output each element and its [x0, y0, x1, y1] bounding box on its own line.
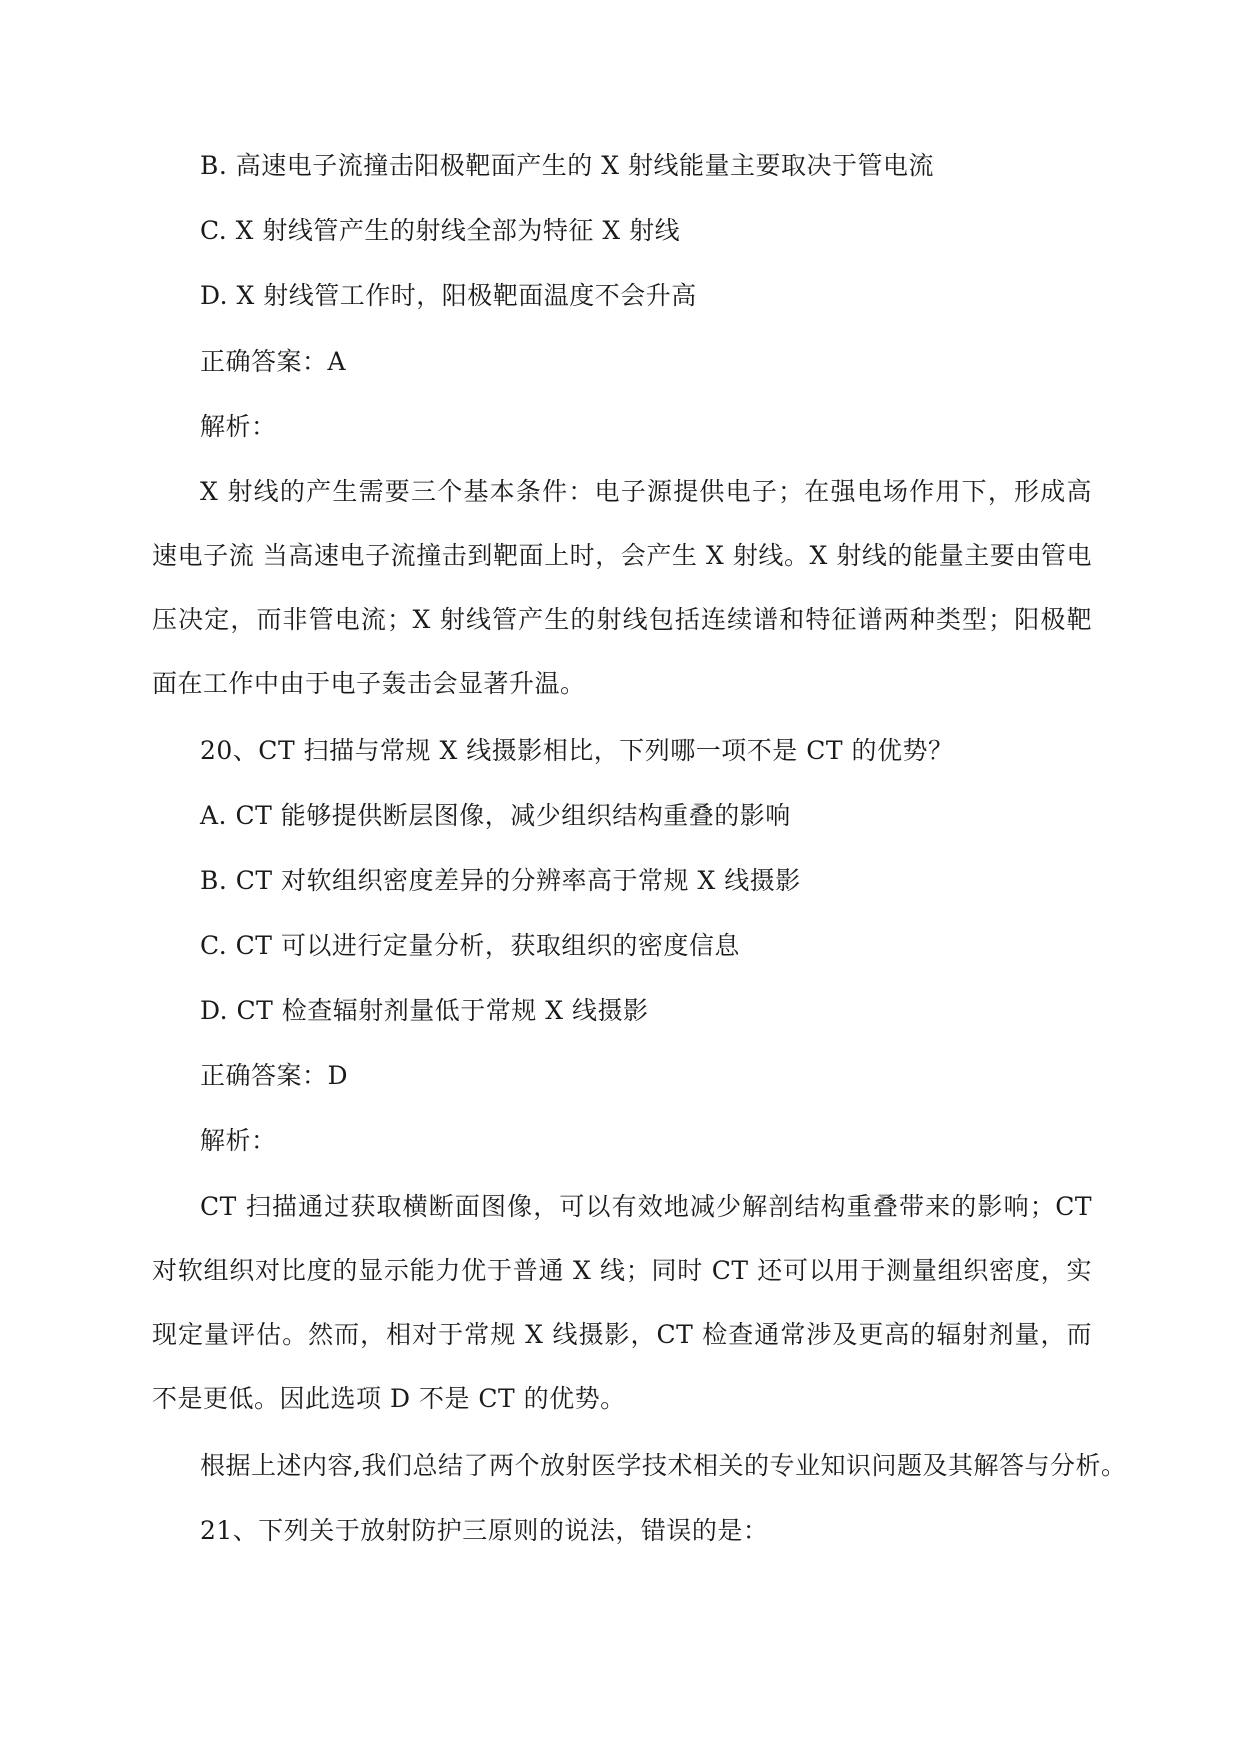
q20-option-d: D. CT 检查辐射剂量低于常规 X 线摄影 [200, 996, 649, 1025]
summary-text: 根据上述内容,我们总结了两个放射医学技术相关的专业知识问题及其解答与分析。 [200, 1451, 1127, 1480]
q20-option-c: C. CT 可以进行定量分析，获取组织的密度信息 [200, 931, 740, 960]
q19-option-c: C. X 射线管产生的射线全部为特征 X 射线 [200, 216, 681, 245]
q20-analysis-label: 解析： [200, 1126, 277, 1155]
q19-answer: 正确答案：A [200, 347, 347, 376]
q21-question: 21、下列关于放射防护三原则的说法，错误的是： [200, 1516, 769, 1545]
q20-question: 20、CT 扫描与常规 X 线摄影相比，下列哪一项不是 CT 的优势？ [200, 736, 954, 765]
q19-option-b: B. 高速电子流撞击阳极靶面产生的 X 射线能量主要取决于管电流 [200, 151, 934, 180]
q20-analysis: CT 扫描通过获取横断面图像，可以有效地减少解剖结构重叠带来的影响；CT 对软组织对比度的显示能力优于普通 X 线；同时 CT 还可以用于测量组织密度，实现定量评估。然而，相对于常规 X 线摄影，CT 检查通常涉及更高的辐射剂量，而不是更低。因此选项 D 不是 CT 的优势。 [152, 1192, 1092, 1413]
q19-option-d: D. X 射线管工作时，阳极靶面温度不会升高 [200, 281, 697, 310]
q19-analysis: X 射线的产生需要三个基本条件：电子源提供电子；在强电场作用下，形成高速电子流 当高速电子流撞击到靶面上时，会产生 X 射线。X 射线的能量主要由管电压决定，而非管电流；X 射线管产生的射线包括连续谱和特征谱两种类型；阳极靶面在工作中由于电子轰击会显著升温。 [152, 477, 1092, 698]
q19-analysis-label: 解析： [200, 412, 277, 441]
q20-option-a: A. CT 能够提供断层图像，减少组织结构重叠的影响 [200, 801, 791, 830]
q20-answer: 正确答案：D [200, 1061, 349, 1090]
q20-option-b: B. CT 对软组织密度差异的分辨率高于常规 X 线摄影 [200, 866, 801, 895]
